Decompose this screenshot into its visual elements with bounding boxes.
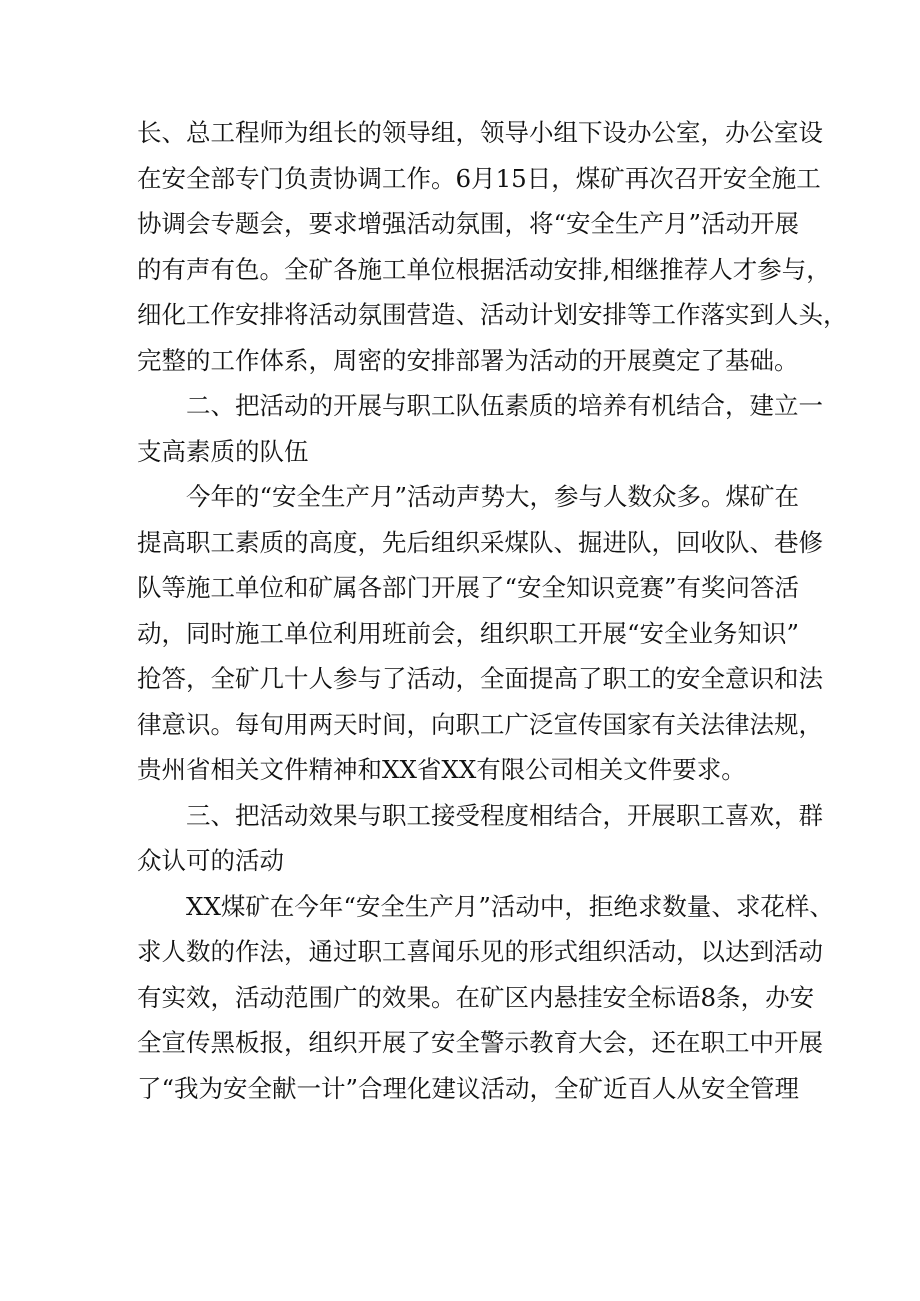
text-line: 细化工作安排将活动氛围营造、活动计划安排等工作落实到人头， bbox=[137, 300, 848, 329]
heading-line: 二、把活动的开展与职工队伍素质的培养有机结合，建立一 bbox=[186, 391, 823, 420]
paragraph-safety-month bbox=[137, 474, 823, 793]
heading-line: 三、把活动效果与职工接受程度相结合，开展职工喜欢，群 bbox=[186, 800, 823, 830]
text-line: 律意识。每旬用两天时间，向职工广泛宣传国家有关法律法规， bbox=[137, 709, 823, 739]
text-line: 提高职工素质的高度，先后组织采煤队、掘进队，回收队、巷修 bbox=[137, 527, 823, 557]
text-line: XX煤矿在今年“安全生产月”活动中，拒绝求数量、求花样、 bbox=[186, 891, 834, 921]
paragraph-activities bbox=[137, 884, 834, 1112]
text-line: 完整的工作体系，周密的安排部署为活动的开展奠定了基础。 bbox=[137, 345, 799, 375]
text-line: 动，同时施工单位利用班前会，组织职工开展“安全业务知识” bbox=[137, 618, 800, 648]
text-line: 在安全部专门负责协调工作。6月15日，煤矿再次召开安全施工 bbox=[137, 163, 821, 193]
paragraph-leadership bbox=[137, 110, 848, 383]
heading-line: 支高素质的队伍 bbox=[137, 436, 309, 466]
text-line: 的有声有色。全矿各施工单位根据活动安排,相继推荐人才参与， bbox=[137, 254, 831, 284]
text-line: 协调会专题会，要求增强活动氛围，将“安全生产月”活动开展 bbox=[137, 209, 800, 238]
text-line: 求人数的作法，通过职工喜闻乐见的形式组织活动，以达到活动 bbox=[137, 937, 823, 966]
text-line: 今年的“安全生产月”活动声势大，参与人数众多。煤矿在 bbox=[186, 482, 800, 511]
text-line: 长、总工程师为组长的领导组，领导小组下设办公室，办公室设 bbox=[137, 118, 823, 147]
text-line: 贵州省相关文件精神和XX省XX有限公司相关文件要求。 bbox=[137, 755, 746, 784]
heading-line: 众认可的活动 bbox=[137, 846, 284, 875]
text-line: 全宣传黑板报，组织开展了安全警示教育大会，还在职工中开展 bbox=[137, 1028, 823, 1057]
section-heading-three bbox=[137, 793, 823, 884]
document-body bbox=[137, 110, 848, 1111]
text-line: 抢答，全矿几十人参与了活动，全面提高了职工的安全意识和法 bbox=[137, 664, 823, 693]
text-line: 了“我为安全献一计”合理化建议活动，全矿近百人从安全管理 bbox=[137, 1073, 800, 1103]
section-heading-two bbox=[137, 383, 823, 474]
text-line: 有实效，活动范围广的效果。在矿区内悬挂安全标语8条，办安 bbox=[137, 982, 815, 1012]
text-line: 队等施工单位和矿属各部门开展了“安全知识竞赛”有奖问答活 bbox=[137, 573, 800, 602]
